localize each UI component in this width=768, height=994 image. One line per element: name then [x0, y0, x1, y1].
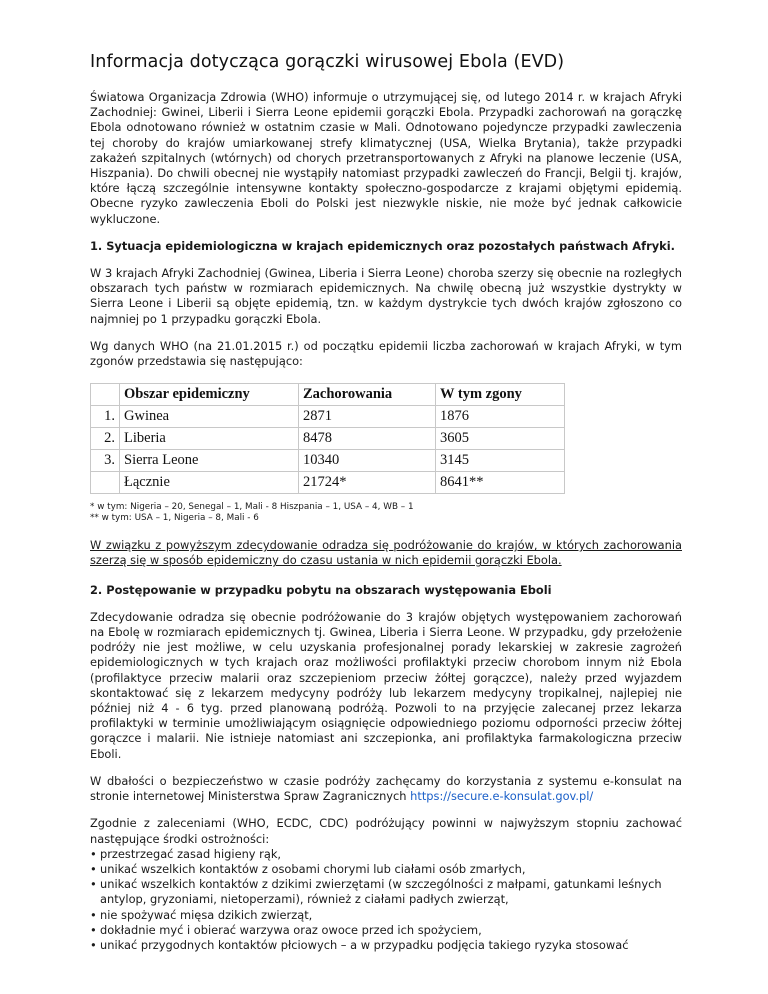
area-cell: Gwinea: [120, 406, 299, 428]
precautions-list: [90, 847, 682, 953]
area-cell: Liberia: [120, 428, 299, 450]
bullet-icon: •: [90, 861, 97, 876]
list-item: • unikać wszelkich kontaktów z osobami chorymi lub ciałami osób zmarłych,: [90, 861, 526, 876]
list-item: • przestrzegać zasad higieny rąk,: [90, 846, 282, 861]
row-number-cell: [91, 472, 120, 494]
epidemic-table: [90, 383, 565, 494]
list-item: • unikać przygodnych kontaktów płciowych – a w przypadku podjęcia takiego ryzyka stosować: [90, 937, 629, 952]
list-item: • dokładnie myć i obierać warzywa oraz owoce przed ich spożyciem,: [90, 922, 482, 937]
table-total-row: [91, 472, 565, 494]
table-footnotes: [90, 502, 682, 524]
e-konsulat-link[interactable]: https://secure.e-konsulat.gov.pl/: [410, 789, 594, 804]
page-title: Informacja dotycząca gorączki wirusowej Ebola (EVD): [90, 52, 565, 72]
document-page: [90, 52, 682, 953]
intro-paragraph: Światowa Organizacja Zdrowia (WHO) informuje o utrzymującej się, od lutego 2014 r. w krajach Afryki Zachodniej: Gwinei, Liberii i Sierra Leone epidemii gorączki Ebola. Przypadki zachorowań na gorączkę Ebola odnotowano również w ostatnim czasie w Mali. Odnotowano pojedyncze przypadki zawleczenia tej choroby do krajów umiarkowanej strefy klimatycznej (USA, Wielka Brytania), także przypadki zakażeń szpitalnych (wtórnych) od chorych przetransportowanych z Afryki na planowe leczenie (USA, Hiszpania). Do chwili obecnej nie wystąpiły natomiast przypadki zawleczeń do Francji, Belgii tj. krajów, które łączą szczególnie intensywne kontakty społeczno-gospodarcze z krajami objętymi epidemią. Obecne ryzyko zawleczenia Eboli do Polski jest niezwykle niskie, nie może być jednak całkowicie wykluczone.: [90, 90, 682, 226]
row-number-cell: 2.: [91, 428, 120, 450]
table-header-row: [91, 384, 565, 406]
cases-cell: 2871: [299, 406, 436, 428]
footnote: * w tym: Nigeria – 20, Senegal – 1, Mali - 8 Hiszpania – 1, USA – 4, WB – 1: [90, 502, 414, 513]
section-2-paragraph-1: Zdecydowanie odradza się obecnie podróżowanie do 3 krajów objętych występowaniem zachorowań na Ebolę w rozmiarach epidemicznych tj. Gwinea, Liberia i Sierra Leone. W przypadku, gdy przełożenie podróży nie jest możliwe, w celu uzyskania profesjonalnej porady lekarskiej w zakresie zagrożeń epidemiologicznych w tych krajach oraz możliwości profilaktyki przeciw chorobom innym niż Ebola (profilaktyce przeciw malarii oraz szczepieniom przeciw żółtej gorączce), należy przed wyjazdem skontaktować się z lekarzem medycyny podróży lub lekarzem medycyny tropikalnej, najlepiej nie później niż 4 - 6 tyg. przed planowaną podróżą. Pozwoli to na przyjęcie zalecanej przez lekarza profilaktyki w terminie umożliwiającym osiągnięcie odpowiedniego poziomu odporności przeciw żółtej gorączce i malarii. Nie istnieje natomiast ani szczepionka, ani profilaktyka farmakologiczna przeciw Eboli.: [90, 609, 682, 761]
row-number-cell: 1.: [91, 406, 120, 428]
bullet-icon: •: [90, 846, 97, 861]
deaths-cell: 1876: [436, 406, 565, 428]
deaths-cell: 3605: [436, 428, 565, 450]
table-row: [91, 406, 565, 428]
bullet-icon: •: [90, 922, 97, 937]
travel-recommendation: W związku z powyższym zdecydowanie odradza się podróżowanie do krajów, w których zachorowania szerzą się w sposób epidemiczny do czasu ustania w nich epidemii gorączki Ebola.: [90, 538, 682, 568]
section-2-paragraph-2: [90, 774, 682, 804]
section-2-heading: 2. Postępowanie w przypadku pobytu na obszarach występowania Eboli: [90, 582, 552, 597]
header-cell: Obszar epidemiczny: [120, 384, 299, 406]
section-2-paragraph-3: Zgodnie z zaleceniami (WHO, ECDC, CDC) podróżujący powinni w najwyższym stopniu zachować następujące środki ostrożności:: [90, 816, 682, 846]
section-1-heading: 1. Sytuacja epidemiologiczna w krajach epidemicznych oraz pozostałych państwach Afryki.: [90, 238, 675, 253]
header-cell: W tym zgony: [436, 384, 565, 406]
e-konsulat-text: W dbałości o bezpieczeństwo w czasie podróży zachęcamy do korzystania z systemu e-konsulat na stronie internetowej Ministerstwa Spraw Zagranicznych: [90, 773, 682, 804]
deaths-cell: 8641**: [436, 472, 565, 494]
list-item: • unikać wszelkich kontaktów z dzikimi zwierzętami (w szczególności z małpami, gatunkami leśnych antylop, gryzoniami, nietoperzami), również z ciałami padłych zwierząt,: [90, 877, 662, 907]
table-row: [91, 428, 565, 450]
header-cell: Zachorowania: [299, 384, 436, 406]
area-cell: Łącznie: [120, 472, 299, 494]
cases-cell: 10340: [299, 450, 436, 472]
section-1-paragraph-1: W 3 krajach Afryki Zachodniej (Gwinea, Liberia i Sierra Leone) choroba szerzy się obecnie na rozległych obszarach tych państw w rozmiarach epidemicznych. Na chwilę obecną już wszystkie dystrykty w Sierra Leone i Liberii są objęte epidemią, tzn. w każdym dystrykcie tych dwóch krajów zgłoszono co najmniej po 1 przypadku gorączki Ebola.: [90, 266, 682, 326]
row-number-cell: 3.: [91, 450, 120, 472]
bullet-icon: •: [90, 937, 97, 952]
deaths-cell: 3145: [436, 450, 565, 472]
footnote: ** w tym: USA – 1, Nigeria – 8, Mali - 6: [90, 513, 259, 524]
cases-cell: 21724*: [299, 472, 436, 494]
bullet-icon: •: [90, 907, 97, 922]
table-row: [91, 450, 565, 472]
bullet-icon: •: [90, 877, 97, 892]
list-item: • nie spożywać mięsa dzikich zwierząt,: [90, 907, 313, 922]
section-1-paragraph-2: Wg danych WHO (na 21.01.2015 r.) od początku epidemii liczba zachorowań w krajach Afryki, w tym zgonów przedstawia się następująco:: [90, 338, 682, 369]
cases-cell: 8478: [299, 428, 436, 450]
area-cell: Sierra Leone: [120, 450, 299, 472]
header-cell: [91, 384, 120, 406]
